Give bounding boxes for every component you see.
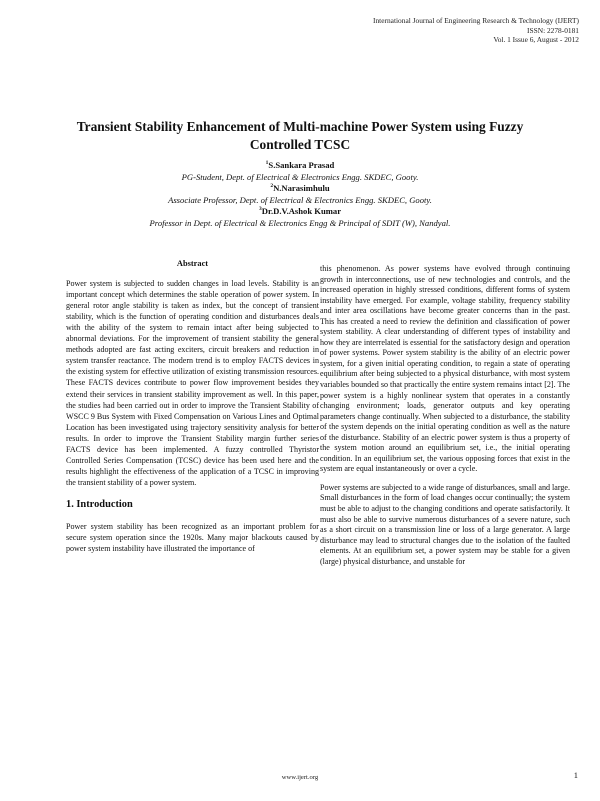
author-3-affiliation: Professor in Dept. of Electrical & Electronics Engg & Principal of SDIT (W), Nandyal.: [149, 217, 451, 228]
author-2-affiliation: , Dept. of Electrical & Electronics Engg. SKDEC, Gooty.: [235, 194, 432, 205]
author-2-affiliation-line: [60, 195, 540, 207]
abstract-heading: Abstract: [176, 259, 209, 268]
author-block: [60, 160, 540, 229]
author-1-name: S.Sankara Prasad: [268, 160, 335, 170]
journal-name: International Journal of Engineering Research & Technology (IJERT): [373, 16, 579, 25]
introduction-para-1: this phenomenon. As power systems have evolved through continuing growth in interconnections, use of new technologies and controls, and the increased operation in highly stressed conditions, different forms of system instability have emerged. For example, voltage stability, frequency stability and inter area oscillations have become greater concerns than in the past. This has created a need to review the definition and classification of power system stability. A clear understanding of different types of instability and how they are interrelated is essential for the satisfactory design and operation of power systems. Power system stability is the ability of an electric power system, for a given initial operating condition, to regain a state of operating equilibrium after being subjected to a physical disturbance, with most system variables bounded so that practically the entire system remains intact [2]. The power system is a highly nonlinear system that operates in a constantly changing environment; loads, generator outputs and key operating parameters change continually. When subjected to a disturbance, the stability of the system depends on the initial operating condition as well as the nature of the disturbance. Stability of an electric power system is thus a property of the system motion around an equilibrium set, i.e., the initial operating condition. In an equilibrium set, the various opposing forces that exist in the system are equal instantaneously or over a cycle.: [320, 264, 570, 474]
author-3-sup: 3: [258, 206, 262, 213]
journal-header: [279, 16, 579, 45]
right-column: [320, 264, 570, 567]
author-1: [60, 160, 540, 172]
author-3-name: Dr.D.V.Ashok Kumar: [261, 206, 342, 216]
author-2: [60, 183, 540, 195]
page-number: 1: [573, 770, 578, 780]
introduction-heading: 1. Introduction: [66, 498, 133, 510]
introduction-text-left: Power system stability has been recognized as an important problem for secure system operation since the 1920s. Many major blackouts caused by power system instability have illustrated the importance of: [66, 521, 319, 554]
journal-volume: Vol. 1 Issue 6, August - 2012: [493, 35, 579, 45]
paper-title: Transient Stability Enhancement of Multi-machine Power System using Fuzzy Controlled TCSC: [76, 119, 524, 152]
introduction-para-2: Power systems are subjected to a wide range of disturbances, small and large. Small disturbances in the form of load changes occur continually; the system must be able to adjust to the changing conditions and operate satisfactorily. It must also be able to survive numerous disturbances of a severe nature, such as a short circuit on a transmission line or loss of a large generator. A large disturbance may lead to structural changes due to the isolation of the faulted elements. At an equilibrium set, a power system may be stable for a given (large) physical disturbance, and unstable for: [320, 482, 570, 566]
author-1-sup: 1: [265, 160, 269, 167]
author-2-name: N.Narasimhulu: [273, 183, 330, 193]
left-column: [66, 258, 319, 554]
author-2-role: Associate Professor: [168, 194, 236, 205]
footer-url: www.ijert.org: [281, 774, 319, 781]
author-3: [60, 206, 540, 218]
author-2-sup: 2: [270, 183, 274, 190]
author-1-affiliation: PG-Student, Dept. of Electrical & Electronics Engg. SKDEC, Gooty.: [181, 171, 419, 182]
abstract-text: Power system is subjected to sudden changes in load levels. Stability is an important concept which determines the stable operation of power system. In general rotor angle stability is taken as index, but the concept of transient stability, which is the function of operating condition and disturbances deals with the ability of the system to remain intact after being subjected to abnormal deviations. For the improvement of transient stability the general methods adopted are fast acting exciters, circuit breakers and reduction in system transfer reactance. The modern trend is to employ FACTS devices in the existing system for effective utilization of existing transmission resources. These FACTS devices contribute to power flow improvement besides they extend their services in transient stability improvement as well. In this paper, the studies had been carried out in order to improve the Transient Stability of WSCC 9 Bus System with Fixed Compensation on Various Lines and Optimal Location has been investigated using trajectory sensitivity analysis for better results. In order to improve the Transient Stability margin further series FACTS device has been implemented. A fuzzy controlled Thyristor Controlled Series Compensation (TCSC) device has been used here and the results highlight the effectiveness of the application of a TCSC in improving the transient stability of a power system.: [66, 279, 319, 487]
journal-issn: ISSN: 2278-0181: [527, 25, 579, 35]
